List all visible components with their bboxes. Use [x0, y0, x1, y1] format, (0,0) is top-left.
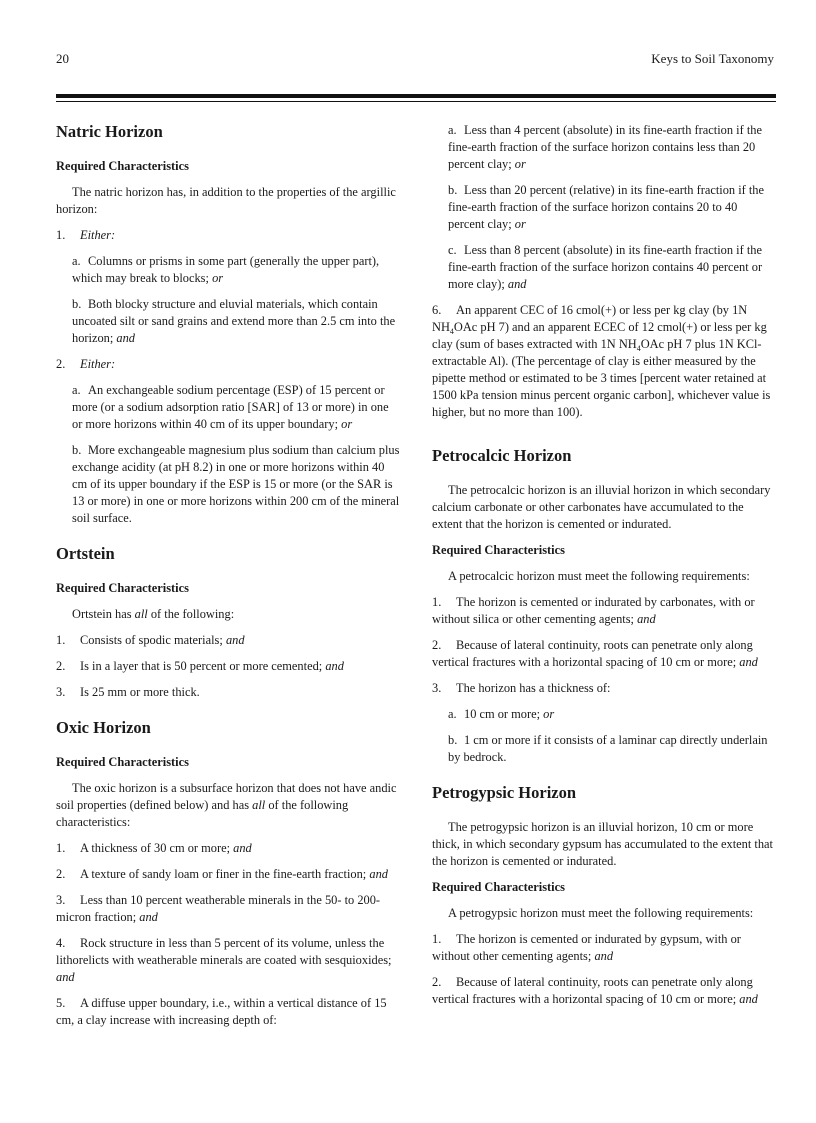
item-text: Both blocky structure and eluvial materials, which contain uncoated silt or sand grains and extend more than 2.5 cm into the horizon; [72, 297, 396, 345]
item-text: Is in a layer that is 50 percent or more cemented; [80, 659, 323, 673]
list-item [56, 658, 400, 675]
subheading-required-characteristics: Required Characteristics [56, 581, 189, 595]
item-number: 1. [56, 228, 66, 242]
list-item [432, 637, 776, 671]
item-number: 1. [432, 932, 442, 946]
subheading-required-characteristics: Required Characteristics [432, 880, 565, 894]
list-item [432, 680, 776, 697]
item-number: 4. [56, 936, 66, 950]
item-text: Rock structure in less than 5 percent of its volume, unless the lithorelicts with weatherable minerals are coated with sesquioxides; [56, 936, 392, 967]
conjunction: and [594, 949, 614, 963]
conjunction: and [56, 970, 75, 984]
item-number: 2. [56, 357, 66, 371]
item-number: 6. [432, 303, 442, 317]
paragraph: A petrocalcic horizon must meet the following requirements: [448, 569, 750, 583]
sub-item [432, 732, 776, 766]
item-number: 1. [56, 633, 66, 647]
conjunction: and [233, 841, 252, 855]
sub-item [432, 242, 776, 293]
item-letter: a. [72, 254, 81, 268]
sub-item [432, 706, 776, 723]
item-letter: a. [448, 123, 457, 137]
item-text: The horizon is cemented or indurated by gypsum, with or without other cementing agents; [432, 932, 741, 963]
item-text: An exchangeable sodium percentage (ESP) of 15 percent or more (or a sodium adsorption ratio [SAR] of 13 or more) in one or more horizons within 40 cm of its upper boundary; [72, 383, 389, 431]
paragraph: The natric horizon has, in addition to the properties of the argillic horizon: [56, 185, 396, 216]
conjunction: or [514, 157, 526, 171]
sub-item [56, 253, 400, 287]
section-title-petrocalcic: Petrocalcic Horizon [432, 446, 572, 465]
conjunction: and [739, 992, 758, 1006]
conjunction: and [369, 867, 388, 881]
conjunction: and [225, 633, 245, 647]
item-number: 1. [432, 595, 442, 609]
list-item [56, 356, 400, 373]
conjunction: and [116, 331, 135, 345]
item-number: 2. [432, 638, 442, 652]
list-item: 6. An apparent CEC of 16 cmol(+) or less per kg clay (by 1N $NH_4OAc$ pH 7) and an apparent ECEC of 12 cmol(+) or less per kg clay (sum of bases extracted with 1N $NH_4OAc$ pH 7 plus 1N KCl-extractable Al). (The percentage of clay is either measured by the pipette method or estimated to be 3 times [percent water retained at 1500 kPa tension minus percent organic carbon], whichever value is higher, but no more than 100). [432, 303, 771, 419]
item-number: 3. [56, 893, 66, 907]
item-text: Because of lateral continuity, roots can penetrate only along vertical fractures with a horizontal spacing of 10 cm or more; [432, 638, 753, 669]
item-number: 3. [432, 681, 442, 695]
item-text: Less than 20 percent (relative) in its fine-earth fraction if the fine-earth fraction of the surface horizon contains 20 to 40 percent clay; [448, 183, 765, 231]
item-text: The horizon is cemented or indurated by carbonates, with or without silica or other cementing agents; [432, 595, 755, 626]
paragraph: The petrogypsic horizon is an illuvial horizon, 10 cm or more thick, in which secondary gypsum has accumulated to the extent that the horizon is cemented or indurated. [432, 820, 773, 868]
conjunction: and [637, 612, 656, 626]
paragraph: Ortstein has all of the following: [72, 607, 235, 621]
list-item [56, 935, 400, 986]
item-text: Because of lateral continuity, roots can penetrate only along vertical fractures with a horizontal spacing of 10 cm or more; [432, 975, 753, 1006]
conjunction: or [514, 217, 526, 231]
list-item [56, 995, 400, 1029]
item-number: 2. [56, 867, 66, 881]
item-text: Consists of spodic materials; [80, 633, 223, 647]
item-text: The horizon has a thickness of: [456, 681, 611, 695]
paragraph: The petrocalcic horizon is an illuvial horizon in which secondary calcium carbonate or other carbonates have accumulated to the extent that the horizon is cemented or indurated. [432, 483, 771, 531]
list-item [432, 974, 776, 1008]
sub-item [56, 296, 400, 347]
paragraph: The oxic horizon is a subsurface horizon that does not have andic soil properties (defined below) and has all of the following characteristics: [56, 781, 397, 829]
item-number: 5. [56, 996, 66, 1010]
section-title-petrogypsic: Petrogypsic Horizon [432, 783, 577, 802]
right-column [432, 122, 776, 1017]
item-label: Either: [80, 357, 116, 371]
section-title-natric: Natric Horizon [56, 122, 163, 141]
item-number: 1. [56, 841, 66, 855]
conjunction: and [139, 910, 158, 924]
conjunction: or [543, 707, 555, 721]
running-title: Keys to Soil Taxonomy [651, 51, 774, 66]
section-title-oxic: Oxic Horizon [56, 718, 151, 737]
sub-item [432, 122, 776, 173]
item-text: A diffuse upper boundary, i.e., within a vertical distance of 15 cm, a clay increase with increasing depth of: [56, 996, 387, 1027]
header-rule-thin [56, 101, 776, 102]
item-letter: a. [448, 707, 457, 721]
conjunction: or [212, 271, 224, 285]
item-letter: c. [448, 243, 457, 257]
list-item [56, 684, 400, 701]
header-rule-thick [56, 94, 776, 98]
item-letter: a. [72, 383, 81, 397]
item-text: A thickness of 30 cm or more; [80, 841, 231, 855]
item-text: Less than 10 percent weatherable minerals in the 50- to 200-micron fraction; [56, 893, 381, 924]
sub-item [56, 382, 400, 433]
item-number: 2. [432, 975, 442, 989]
list-item [432, 931, 776, 965]
item-text: 1 cm or more if it consists of a laminar cap directly underlain by bedrock. [448, 733, 768, 764]
item-letter: b. [72, 443, 82, 457]
conjunction: and [325, 659, 344, 673]
sub-item [432, 182, 776, 233]
subheading-required-characteristics: Required Characteristics [432, 543, 565, 557]
item-text: A texture of sandy loam or finer in the fine-earth fraction; [80, 867, 367, 881]
item-letter: b. [448, 733, 458, 747]
list-item [56, 866, 400, 883]
item-text: Less than 4 percent (absolute) in its fine-earth fraction if the fine-earth fraction of the surface horizon contains less than 20 percent clay; [448, 123, 762, 171]
item-number: 2. [56, 659, 66, 673]
item-letter: b. [448, 183, 458, 197]
item-text: 10 cm or more; [464, 707, 541, 721]
subheading-required-characteristics: Required Characteristics [56, 159, 189, 173]
item-letter: b. [72, 297, 82, 311]
item-number: 3. [56, 685, 66, 699]
item-text: Less than 8 percent (absolute) in its fine-earth fraction if the fine-earth fraction of the surface horizon contains 40 percent or more clay); [448, 243, 763, 291]
subheading-required-characteristics: Required Characteristics [56, 755, 189, 769]
paragraph: A petrogypsic horizon must meet the following requirements: [448, 906, 754, 920]
item-text: More exchangeable magnesium plus sodium than calcium plus exchange acidity (at pH 8.2) in one or more horizons within 40 cm of its upper boundary if the ESP is 15 or more (or the SAR is 13 or more) in one or more horizons within 200 cm of the mineral soil surface. [72, 443, 400, 525]
list-item [56, 892, 400, 926]
page-number: 20 [56, 51, 69, 66]
item-label: Either: [80, 228, 116, 242]
sub-item [56, 442, 400, 527]
left-column [56, 122, 400, 1038]
item-text: Is 25 mm or more thick. [80, 685, 200, 699]
conjunction: and [739, 655, 758, 669]
conjunction: and [507, 277, 527, 291]
item-text: Columns or prisms in some part (generally the upper part), which may break to blocks; [72, 254, 380, 285]
list-item [56, 840, 400, 857]
list-item [56, 632, 400, 649]
list-item [56, 227, 400, 244]
conjunction: or [341, 417, 353, 431]
section-title-ortstein: Ortstein [56, 544, 115, 563]
list-item [432, 594, 776, 628]
